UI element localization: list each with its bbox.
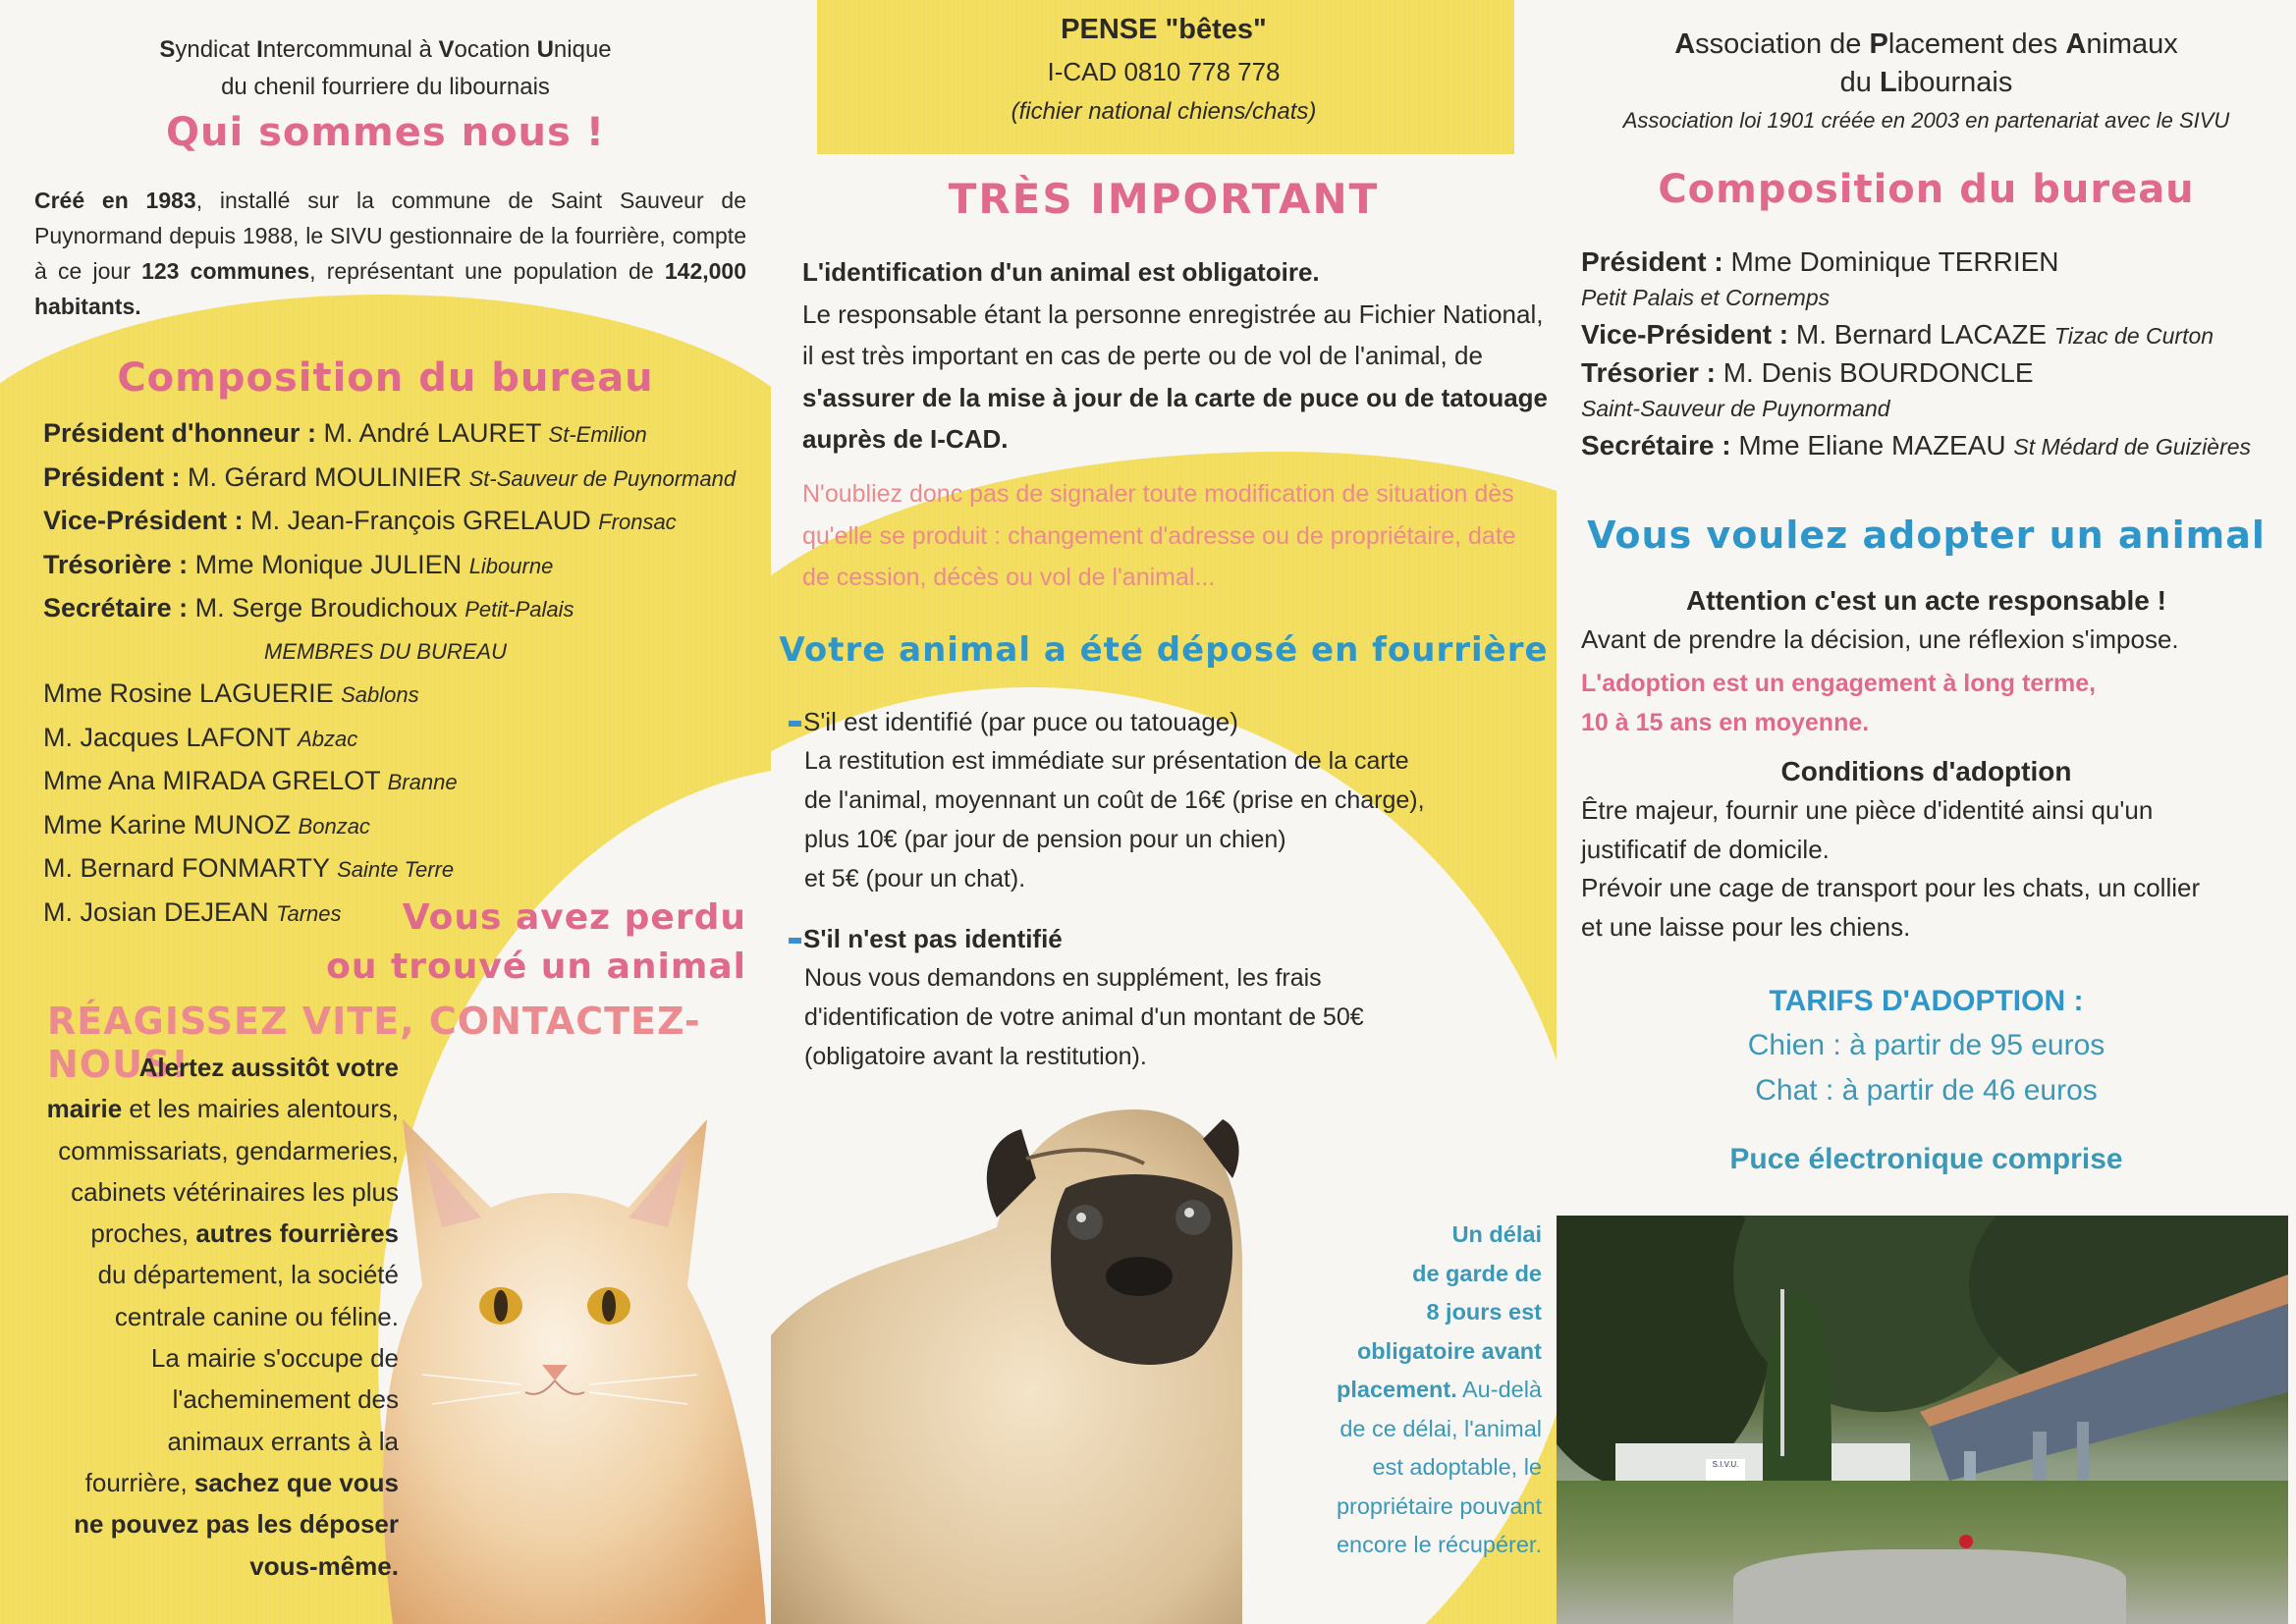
header-text: U <box>536 36 554 63</box>
case-not-identified-body <box>789 958 1545 1076</box>
identification-mandatory: L'identification d'un animal est obligatoire. <box>802 257 1320 287</box>
bureau-member <box>43 500 770 544</box>
member-town: Branne <box>387 770 458 794</box>
member-name: M. André LAURET <box>323 418 549 448</box>
text-line: et 5€ (pour un chat). <box>804 865 1026 893</box>
pug-photo <box>771 1070 1242 1624</box>
header-line <box>0 69 771 106</box>
header-text: ntercommunal à <box>262 36 439 63</box>
case-identified-title: S'il est identifié (par puce ou tatouage) <box>803 707 1238 736</box>
text-line <box>1203 1332 1542 1372</box>
text-run: proches, <box>90 1218 196 1249</box>
title-bureau-association: Composition du bureau <box>1658 167 2195 212</box>
bureau-member <box>1581 316 2296 354</box>
member-item <box>43 760 770 804</box>
case-not-identified <box>789 919 1545 1076</box>
text-line: d'identification de votre animal d'un montant de 50€ <box>804 1003 1364 1031</box>
text-run: obligatoire avant <box>1356 1337 1542 1364</box>
member-name: Mme Ana MIRADA GRELOT <box>43 766 388 795</box>
member-town: Petit Palais et Cornemps <box>1581 285 1831 310</box>
text-run: autres fourrières <box>195 1218 399 1249</box>
member-role: Trésorier : <box>1581 357 1723 388</box>
member-role: Président : <box>43 461 189 492</box>
member-role: Vice-Président : <box>1581 319 1796 350</box>
text-run: Un délai <box>1451 1221 1542 1247</box>
photo-path <box>1733 1549 2126 1624</box>
member-item <box>43 673 770 717</box>
text-line <box>6 1379 399 1420</box>
bureau-member <box>1581 244 2296 280</box>
text-line: Prévoir une cage de transport pour les chats, un collier <box>1581 873 2201 902</box>
member-town: Tizac de Curton <box>2053 323 2214 349</box>
header-line <box>0 31 771 69</box>
text-run: l'acheminement des <box>172 1384 399 1415</box>
text-line <box>1203 1410 1542 1449</box>
text-line: plus 10€ (par jour de pension pour un chien) <box>804 826 1286 853</box>
population: 142,000 habitants. <box>34 258 746 319</box>
member-name: Mme Rosine LAGUERIE <box>43 678 342 708</box>
member-role: Secrétaire : <box>43 593 195 623</box>
text-line: de l'animal, moyennant un coût de 16€ (prise en charge), <box>804 786 1425 814</box>
text-run: placement. <box>1336 1377 1457 1402</box>
text-run: centrale canine ou féline. <box>114 1301 399 1331</box>
association-subtitle: Association loi 1901 créée en 2003 en partenariat avec le SIVU <box>1622 108 2230 133</box>
member-role: Trésorière : <box>43 549 195 579</box>
text-line <box>1203 1293 1542 1332</box>
text-run: du département, la société <box>97 1260 399 1290</box>
text-run: de ce délai, l'animal <box>1339 1415 1542 1441</box>
text-line <box>6 1254 399 1295</box>
intro-text: , installé sur la commune de Saint Sauveur de Puynormand depuis 1988, le SIVU gestionnaire de la fourrière, compte à ce jour <box>34 188 746 284</box>
bureau-member <box>43 412 770 457</box>
title-important: TRÈS IMPORTANT <box>948 175 1380 223</box>
intro-text-2: , représentant une population de <box>309 258 665 284</box>
member-role: Vice-Président : <box>43 506 251 535</box>
bureau-member <box>1581 427 2296 465</box>
text-line: La restitution est immédiate sur présentation de la carte <box>804 747 1409 775</box>
member-name: M. Josian DEJEAN <box>43 896 277 927</box>
title-react-quickly: RÉAGISSEZ VITE, CONTACTEZ-NOUS! <box>47 1000 701 1086</box>
member-name: Mme Eliane MAZEAU <box>1738 430 2014 460</box>
text-line: justificatif de domicile. <box>1581 834 1830 864</box>
bureau-member <box>43 587 770 631</box>
identification-update: s'assurer de la mise à jour de la carte de puce ou de tatouage auprès de I-CAD. <box>802 382 1549 454</box>
text-line: Être majeur, fournir une pièce d'identité ainsi qu'un <box>1581 795 2154 825</box>
text-run: fourrière, <box>84 1467 194 1497</box>
text-run: cabinets vétérinaires les plus <box>71 1176 399 1207</box>
reflection-text: Avant de prendre la décision, une réflexion s'impose. <box>1581 624 2179 654</box>
text-run: vous-même. <box>249 1550 399 1581</box>
identification-paragraph <box>802 251 1549 460</box>
text-run: sachez que vous <box>193 1467 399 1497</box>
text-line <box>6 1088 399 1129</box>
text-run: de garde de <box>1412 1260 1542 1286</box>
text-run: encore le récupérer. <box>1336 1532 1542 1557</box>
reminder-paragraph: N'oubliez donc pas de signaler toute modification de situation dès qu'elle se produit : changement d'adresse ou de propriétaire, date de cession, décès ou vol de l'animal... <box>802 480 1516 591</box>
member-name: M. Jean-François GRELAUD <box>250 506 599 535</box>
identification-text: Le responsable étant la personne enregistrée au Fichier National, il est très important en cas de perte ou de vol de l'animal, de <box>802 298 1544 370</box>
created-year: Créé en 1983 <box>34 188 196 213</box>
bullet-marker <box>789 938 801 944</box>
text-line <box>6 1296 399 1337</box>
member-item <box>43 717 770 761</box>
member-town: Libourne <box>468 553 554 578</box>
text-run: 8 jours est <box>1426 1299 1542 1325</box>
bullet-marker <box>789 721 801 727</box>
text-run: et les mairies alentours, <box>122 1094 399 1124</box>
header-text: du chenil fourriere du libournais <box>221 74 550 100</box>
title-adopt: Vous voulez adopter un animal <box>1587 514 2266 557</box>
text-line <box>6 1503 399 1544</box>
title-who-are-we: Qui sommes nous ! <box>165 110 606 155</box>
text-run: est adoptable, le <box>1372 1454 1542 1480</box>
text-run: propriétaire pouvant <box>1336 1492 1542 1519</box>
conditions-heading: Conditions d'adoption <box>1780 756 2072 786</box>
text-line <box>6 1130 399 1171</box>
icad-phone: I-CAD 0810 778 778 <box>1047 57 1281 86</box>
lost-line-2: ou trouvé un animal <box>326 947 746 987</box>
text-run: commissariats, gendarmeries, <box>58 1135 399 1165</box>
member-town: Petit-Palais <box>465 597 574 622</box>
header-text: lacement des <box>1887 28 2066 60</box>
text-line <box>1203 1526 1542 1565</box>
text-run: La mairie s'occupe de <box>150 1343 399 1374</box>
text-line <box>6 1337 399 1379</box>
shelter-photo <box>1557 1216 2288 1624</box>
sivu-header <box>0 31 771 106</box>
member-town: Bonzac <box>298 813 370 839</box>
lost-line-1: Vous avez perdu <box>402 897 746 938</box>
panel-info <box>771 0 1557 1624</box>
member-role: Président : <box>1581 246 1731 277</box>
header-text: L <box>1879 67 1897 98</box>
member-name: Mme Karine MUNOZ <box>43 809 299 839</box>
text-line <box>6 1462 399 1503</box>
bureau-member <box>1581 354 2296 391</box>
text-line <box>6 1213 399 1254</box>
text-run: Alertez aussitôt votre <box>138 1053 399 1082</box>
text-line: et une laisse pour les chiens. <box>1581 911 1911 942</box>
member-name: M. Jacques LAFONT <box>43 722 299 752</box>
bureau-member <box>43 544 770 588</box>
tarif-dog: Chien : à partir de 95 euros <box>1747 1029 2105 1061</box>
delay-paragraph <box>1203 1216 1542 1565</box>
header-text: ssociation de <box>1695 28 1870 60</box>
engagement-line-2: 10 à 15 ans en moyenne. <box>1581 709 1870 736</box>
engagement-text <box>1581 664 2296 742</box>
microchip-included: Puce électronique comprise <box>1729 1143 2123 1175</box>
text-line: Nous vous demandons en supplément, les frais <box>804 964 1322 992</box>
text-line <box>6 1171 399 1213</box>
header-text: I <box>256 36 263 63</box>
header-text: nique <box>553 36 612 63</box>
cat-photo <box>363 1060 771 1624</box>
tarif-cat: Chat : à partir de 46 euros <box>1755 1074 2098 1107</box>
tarifs-heading: TARIFS D'ADOPTION : <box>1769 985 2084 1017</box>
member-name: M. Denis BOURDONCLE <box>1722 357 2034 388</box>
panel-association <box>1557 0 2296 1624</box>
header-text: A <box>1674 28 1696 60</box>
header-text: ibournais <box>1896 67 2013 98</box>
bureau-list-association <box>1581 244 2296 465</box>
icad-note: (fichier national chiens/chats) <box>1011 98 1317 125</box>
text-line <box>1203 1216 1542 1255</box>
panel-sivu <box>0 0 771 1624</box>
member-name: Mme Dominique TERRIEN <box>1730 246 2059 277</box>
member-town: Abzac <box>298 726 358 751</box>
header-text: S <box>159 36 176 63</box>
case-identified <box>789 702 1545 898</box>
bureau-list-sivu <box>43 412 770 935</box>
association-header <box>1557 26 2296 102</box>
title-bureau-sivu: Composition du bureau <box>117 355 654 401</box>
member-town: Sainte Terre <box>337 857 455 882</box>
member-name: M. Serge Broudichoux <box>194 593 465 623</box>
member-town: St-Sauveur de Puynormand <box>468 465 737 491</box>
case-not-identified-title: S'il n'est pas identifié <box>803 924 1063 953</box>
member-name: M. Gérard MOULINIER <box>188 461 469 492</box>
alert-paragraph <box>6 1047 399 1587</box>
member-name: M. Bernard FONMARTY <box>43 853 338 883</box>
member-town: Tarnes <box>276 900 342 926</box>
bureau-member <box>43 457 770 501</box>
member-town: Sablons <box>341 682 419 707</box>
header-text: V <box>438 36 455 63</box>
text-run: Au-delà <box>1456 1377 1542 1402</box>
text-line <box>1203 1488 1542 1527</box>
text-run: animaux errants à la <box>167 1426 399 1456</box>
photo-sign: S.I.V.U. <box>1706 1459 1745 1483</box>
member-town: Fronsac <box>598 510 677 534</box>
header-line <box>1557 64 2296 102</box>
text-line: (obligatoire avant la restitution). <box>804 1043 1147 1070</box>
text-line <box>6 1047 399 1088</box>
text-line <box>6 1545 399 1587</box>
text-line <box>1203 1448 1542 1488</box>
engagement-line-1: L'adoption est un engagement à long terme, <box>1581 670 2097 697</box>
text-run: mairie <box>46 1094 123 1124</box>
member-town: Saint-Sauveur de Puynormand <box>1581 396 1890 421</box>
photo-red-flower <box>1959 1535 1973 1548</box>
member-town: St-Emilion <box>548 422 647 447</box>
member-name: M. Bernard LACAZE <box>1795 319 2054 350</box>
text-line <box>1203 1255 1542 1294</box>
header-text: ocation <box>454 36 537 63</box>
title-lost-found <box>295 893 746 992</box>
member-item <box>43 804 770 848</box>
attention-heading: Attention c'est un acte responsable ! <box>1686 585 2166 616</box>
header-text: du <box>1839 67 1880 98</box>
member-item <box>43 847 770 892</box>
member-role: Secrétaire : <box>1581 430 1739 460</box>
member-town: St Médard de Guizières <box>2013 434 2252 460</box>
text-line <box>1203 1371 1542 1410</box>
text-run: ne pouvez pas les déposer <box>74 1509 399 1540</box>
title-fourriere: Votre animal a été déposé en fourrière <box>779 630 1549 670</box>
conditions-body <box>1581 791 2296 947</box>
case-identified-body <box>789 741 1545 898</box>
header-text: nimaux <box>2086 28 2178 60</box>
intro-paragraph <box>34 183 746 324</box>
pense-betes-title: PENSE "bêtes" <box>1061 14 1267 45</box>
members-title: MEMBRES DU BUREAU <box>264 638 507 664</box>
header-line <box>1557 26 2296 64</box>
member-role: Président d'honneur : <box>43 418 324 448</box>
header-text: A <box>2065 28 2087 60</box>
text-line <box>6 1421 399 1462</box>
communes-count: 123 communes <box>141 258 310 284</box>
header-text: yndicat <box>175 36 257 63</box>
header-text: P <box>1869 28 1888 60</box>
photo-lamp-post <box>1780 1289 1784 1456</box>
member-name: Mme Monique JULIEN <box>194 549 469 579</box>
